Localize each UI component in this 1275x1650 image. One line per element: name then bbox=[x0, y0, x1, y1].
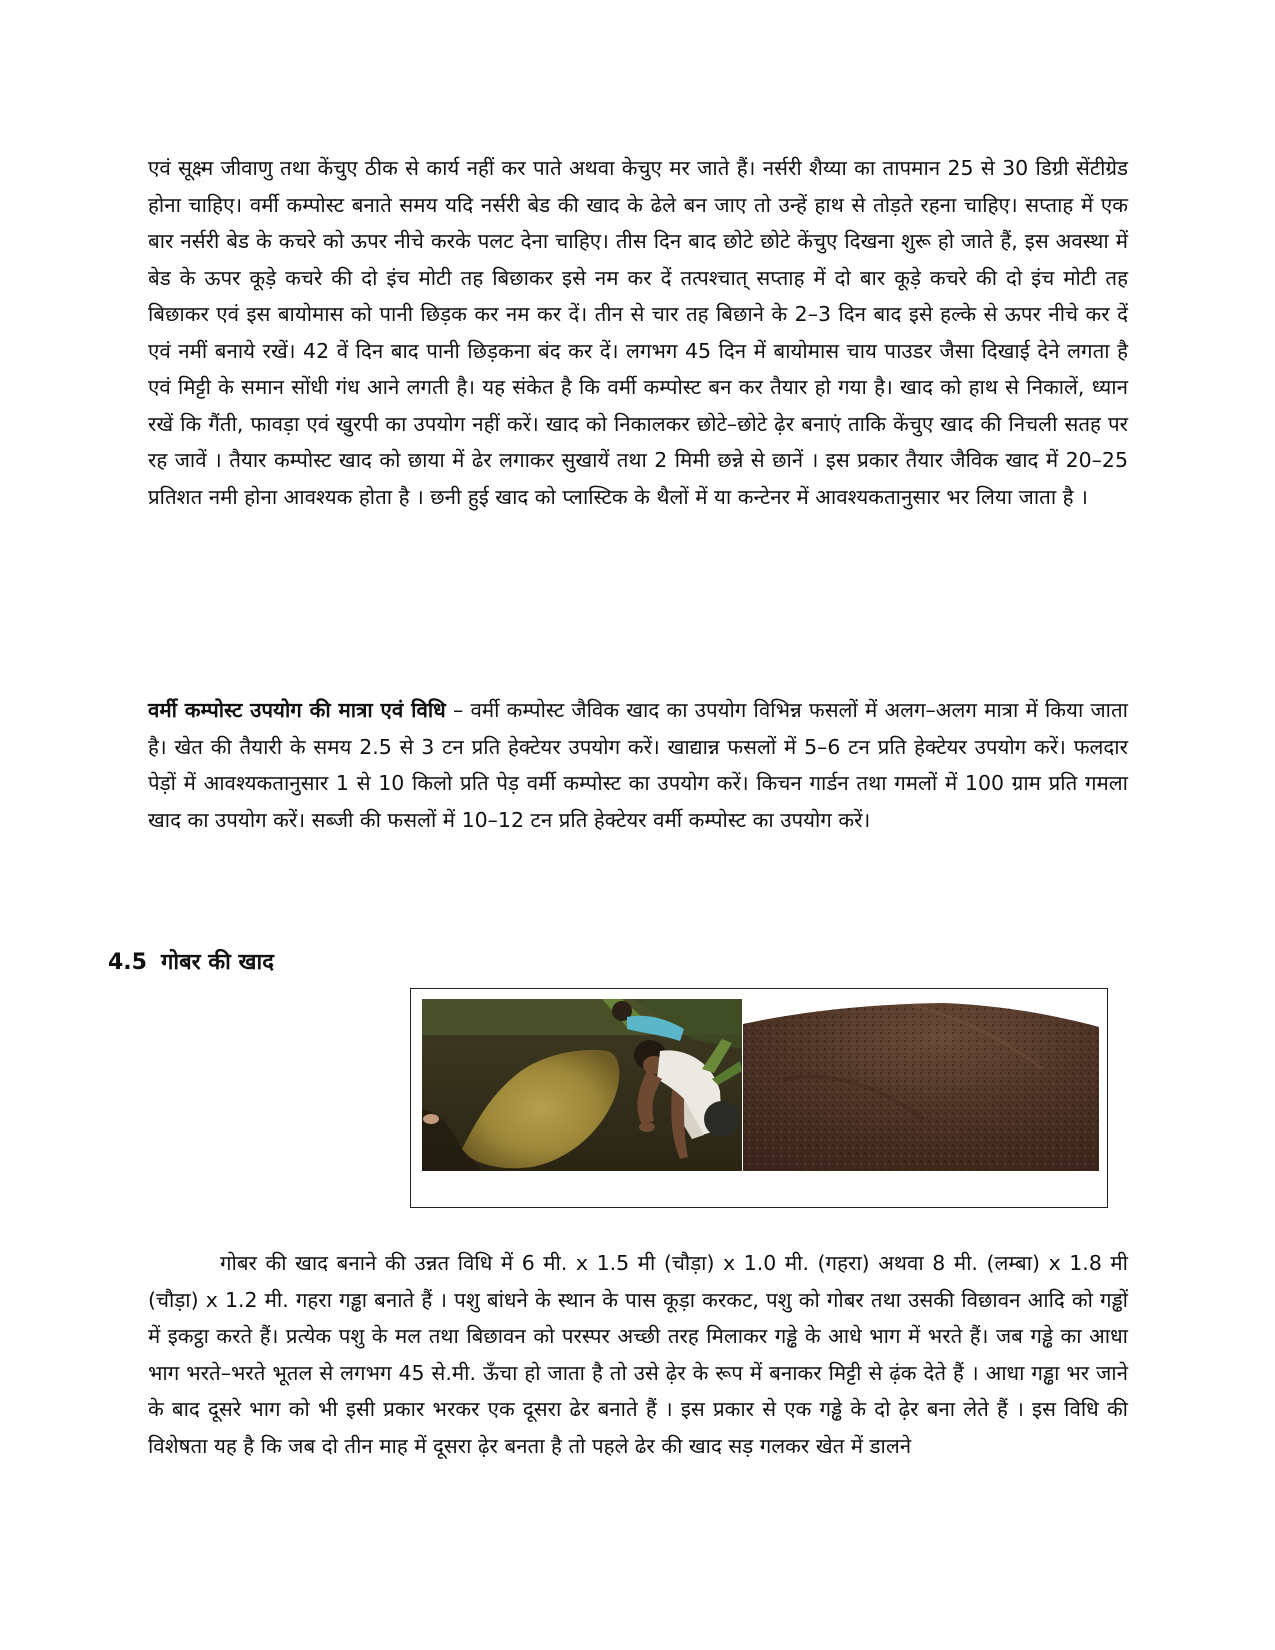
section-title: गोबर की खाद bbox=[160, 950, 274, 975]
section-number: 4.5 bbox=[108, 950, 147, 975]
paragraph-farmyard-manure: गोबर की खाद बनाने की उन्नत विधि में 6 मी. x 1.5 मी (चौड़ा) x 1.0 मी. (गहरा) अथवा 8 मी. (लम्बा) x 1.8 मी (चौड़ा) x 1.2 मी. गहरा गड्ढा बनाते हैं । पशु बांधने के स्थान के पास कूड़ा करकट, पशु को गोबर तथा उसकी विछावन आदि को गड्ढों में इकट्ठा करते हैं। प्रत्येक पशु के मल तथा बिछावन को परस्पर अच्छी तरह मिलाकर गड्ढे के आधे भाग में भरते हैं। जब गड्ढे का आधा भाग भरते–भरते भूतल से लगभग 45 से.मी. ऊँचा हो जाता है तो उसे ढ़ेर के रूप में बनाकर मिट्टी से ढ़ंक देते हैं । आधा गड्ढा भर जाने के बाद दूसरे भाग को भी इसी प्रकार भरकर एक दूसरा ढेर बनाते हैं । इस प्रकार से एक गड्ढे के दो ढ़ेर बना लेते हैं । इस विधि की विशेषता यह है कि जब दो तीन माह में दूसरा ढ़ेर बनता है तो पहले ढेर की खाद सड़ गलकर खेत में डालने bbox=[148, 1251, 1128, 1458]
section-heading bbox=[108, 948, 274, 978]
figure-frame bbox=[410, 988, 1108, 1208]
photo-men-filling-compost-pit bbox=[422, 999, 742, 1171]
paragraph-body: वर्मी कम्पोस्ट जैविक खाद का उपयोग विभिन्न फसलों में अलग–अलग मात्रा में किया जाता है। खेत की तैयारी के समय 2.5 से 3 टन प्रति हेक्टेयर उपयोग करें। खाद्यान्न फसलों में 5–6 टन प्रति हेक्टेयर उपयोग करें। फलदार पेड़ों में आवश्यकतानुसार 1 से 10 किलो प्रति पेड़ वर्मी कम्पोस्ट का उपयोग करें। किचन गार्डन तथा गमलों में 100 ग्राम प्रति गमला खाद का उपयोग करें। सब्जी की फसलों में 10–12 टन प्रति हेक्टेयर वर्मी कम्पोस्ट का उपयोग करें। bbox=[148, 698, 1128, 832]
paragraph-vermicompost-process: एवं सूक्ष्म जीवाणु तथा केंचुए ठीक से कार्य नहीं कर पाते अथवा केचुए मर जाते हैं। नर्सरी शैय्या का तापमान 25 से 30 डिग्री सेंटीग्रेड होना चाहिए। वर्मी कम्पोस्ट बनाते समय यदि नर्सरी बेड की खाद के ढेले बन जाए तो उन्हें हाथ से तोड़ते रहना चाहिए। सप्ताह में एक बार नर्सरी बेड के कचरे को ऊपर नीचे करके पलट देना चाहिए। तीस दिन बाद छोटे छोटे केंचुए दिखना शुरू हो जाते हैं, इस अवस्था में बेड के ऊपर कूड़े कचरे की दो इंच मोटी तह बिछाकर इसे नम कर दें तत्पश्चात् सप्ताह में दो बार कूड़े कचरे की दो इंच मोटी तह बिछाकर एवं इस बायोमास को पानी छिड़क कर नम कर दें। तीन से चार तह बिछाने के 2–3 दिन बाद इसे हल्के से ऊपर नीचे कर दें एवं नमीं बनाये रखें। 42 वें दिन बाद पानी छिड़कना बंद कर दें। लगभग 45 दिन में बायोमास चाय पाउडर जैसा दिखाई देने लगता है एवं मिट्टी के समान सोंधी गंध आने लगती है। यह संकेत है कि वर्मी कम्पोस्ट बन कर तैयार हो गया है। खाद को हाथ से निकालें, ध्यान रखें कि गैंती, फावड़ा एवं खुरपी का उपयोग नहीं करें। खाद को निकालकर छोटे–छोटे ढ़ेर बनाएं ताकि केंचुए खाद की निचली सतह पर रह जावें । तैयार कम्पोस्ट खाद को छाया में ढेर लगाकर सुखायें तथा 2 मिमी छन्ने से छानें । इस प्रकार तैयार जैविक खाद में 20–25 प्रतिशत नमी होना आवश्यक होता है । छनी हुई खाद को प्लास्टिक के थैलों में या कन्टेनर में आवश्यकतानुसार भर लिया जाता है । bbox=[148, 156, 1128, 509]
photo-heap-of-compost bbox=[743, 999, 1099, 1171]
run-in-heading: वर्मी कम्पोस्ट उपयोग की मात्रा एवं विधि bbox=[148, 698, 446, 722]
heading-separator: – bbox=[445, 698, 471, 722]
paragraph-vermicompost-usage bbox=[148, 692, 1128, 838]
